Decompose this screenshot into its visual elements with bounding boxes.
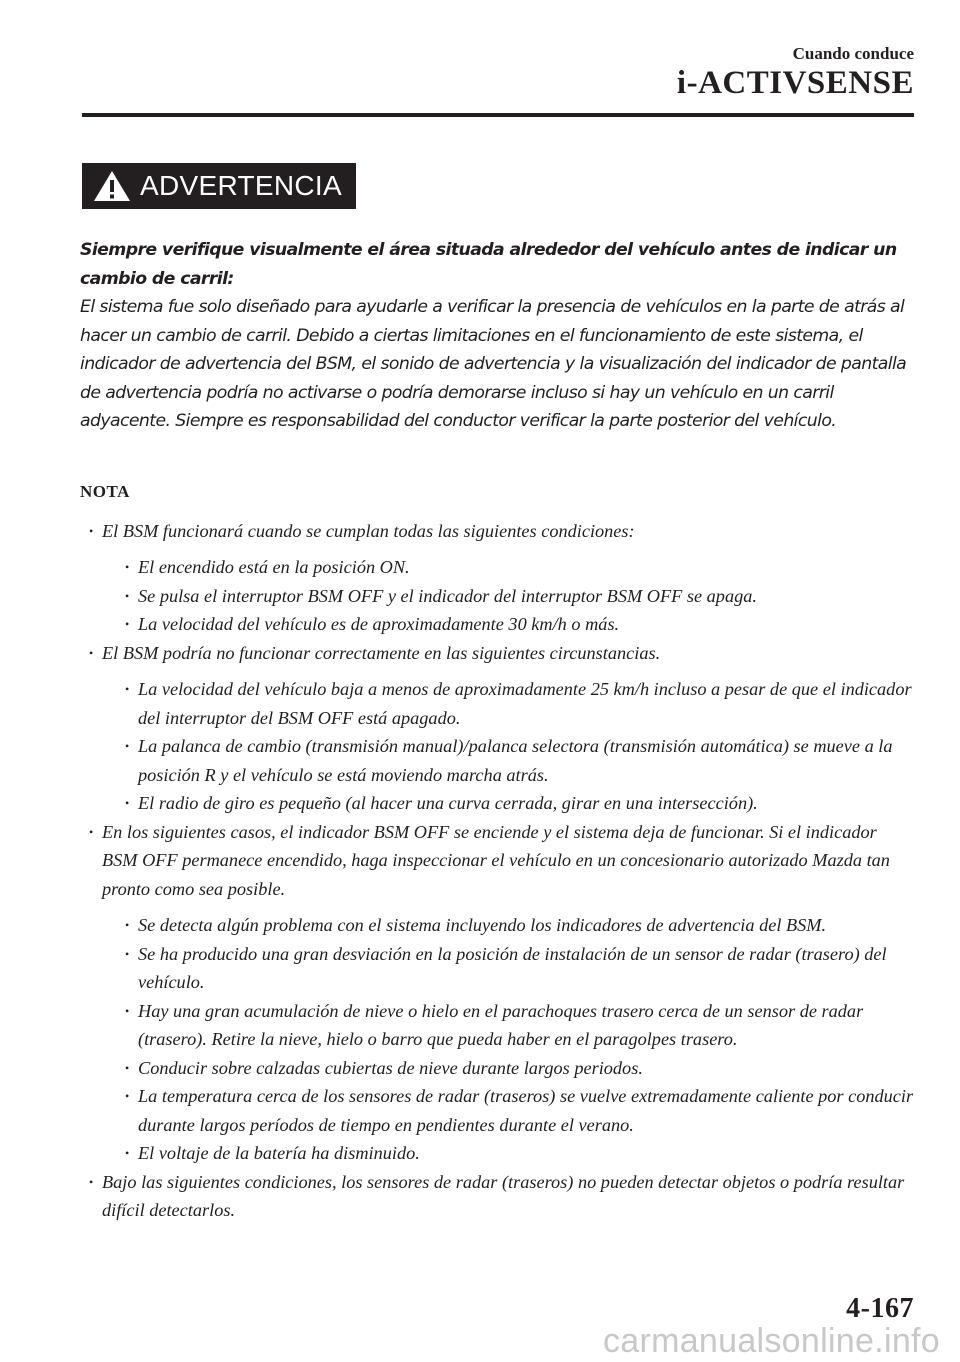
warning-body	[80, 236, 910, 436]
warning-triangle-icon	[92, 169, 132, 203]
note-sublist	[102, 911, 916, 1168]
note-title: NOTA	[80, 482, 130, 501]
note-sublist	[102, 675, 916, 818]
note-subitem: • La velocidad del vehículo es de aproximadamente 30 km/h o más.	[102, 610, 916, 639]
page-number: 4-167	[846, 1293, 914, 1324]
watermark: carmanualsonline.info	[602, 1322, 940, 1360]
note-sublist	[102, 553, 916, 639]
warning-badge	[82, 163, 356, 209]
note-item	[80, 1168, 916, 1225]
note-subitem: • La palanca de cambio (transmisión manual)/palanca selectora (transmisión automática) se mueve a la posición R y el vehículo se está moviendo marcha atrás.	[102, 732, 916, 789]
note-item	[80, 818, 916, 1168]
note-item-text: En los siguientes casos, el indicador BSM OFF se enciende y el sistema deja de funcionar. Si el indicador BSM OFF permanece encendido, haga inspeccionar el vehículo en un concesionario autorizado Mazda tan pronto como sea posible.	[102, 821, 890, 899]
note-item	[80, 517, 916, 639]
warning-heading: Siempre verifique visualmente el área situada alrededor del vehículo antes de indicar un cambio de carril:	[80, 240, 897, 289]
note-subitem: • Conducir sobre calzadas cubiertas de nieve durante largos periodos.	[102, 1054, 916, 1083]
section-subtitle: Cuando conduce	[792, 44, 914, 63]
note-list	[80, 517, 916, 1225]
page-header	[677, 44, 914, 102]
note-subitem: • La temperatura cerca de los sensores de radar (traseros) se vuelve extremadamente caliente por conducir durante largos períodos de tiempo en pendientes durante el verano.	[102, 1082, 916, 1139]
note-subitem: • La velocidad del vehículo baja a menos de aproximadamente 25 km/h incluso a pesar de que el indicador del interruptor del BSM OFF está apagado.	[102, 675, 916, 732]
section-title: i-ACTIVSENSE	[676, 65, 914, 101]
note-subitem: • Se pulsa el interruptor BSM OFF y el indicador del interruptor BSM OFF se apaga.	[102, 582, 916, 611]
warning-label: ADVERTENCIA	[140, 170, 342, 201]
header-divider	[82, 113, 914, 117]
note-item-text: El BSM funcionará cuando se cumplan todas las siguientes condiciones:	[102, 520, 635, 541]
note-subitem: • Se ha producido una gran desviación en la posición de instalación de un sensor de radar (trasero) del vehículo.	[102, 940, 916, 997]
note-subitem: • El encendido está en la posición ON.	[102, 553, 916, 582]
note-item-text: Bajo las siguientes condiciones, los sensores de radar (traseros) no pueden detectar objetos o podría resultar difícil detectarlos.	[102, 1171, 905, 1220]
note-subitem: • Se detecta algún problema con el sistema incluyendo los indicadores de advertencia del BSM.	[102, 911, 916, 940]
note-item-text: El BSM podría no funcionar correctamente en las siguientes circunstancias.	[102, 642, 661, 663]
note-subitem: • El radio de giro es pequeño (al hacer una curva cerrada, girar en una intersección).	[102, 789, 916, 818]
note-subitem: • Hay una gran acumulación de nieve o hielo en el parachoques trasero cerca de un sensor de radar (trasero). Retire la nieve, hielo o barro que pueda haber en el paragolpes trasero.	[102, 997, 916, 1054]
note-item	[80, 639, 916, 818]
note-section	[80, 478, 916, 1225]
note-subitem: • El voltaje de la batería ha disminuido.	[102, 1139, 916, 1168]
warning-text: El sistema fue solo diseñado para ayudarle a verificar la presencia de vehículos en la parte de atrás al hacer un cambio de carril. Debido a ciertas limitaciones en el funcionamiento de este sistema, el indicador de advertencia del BSM, el sonido de advertencia y la visualización del indicador de pantalla de advertencia podría no activarse o podría demorarse incluso si hay un vehículo en un carril adyacente. Siempre es responsabilidad del conductor verificar la parte posterior del vehículo.	[80, 297, 907, 431]
